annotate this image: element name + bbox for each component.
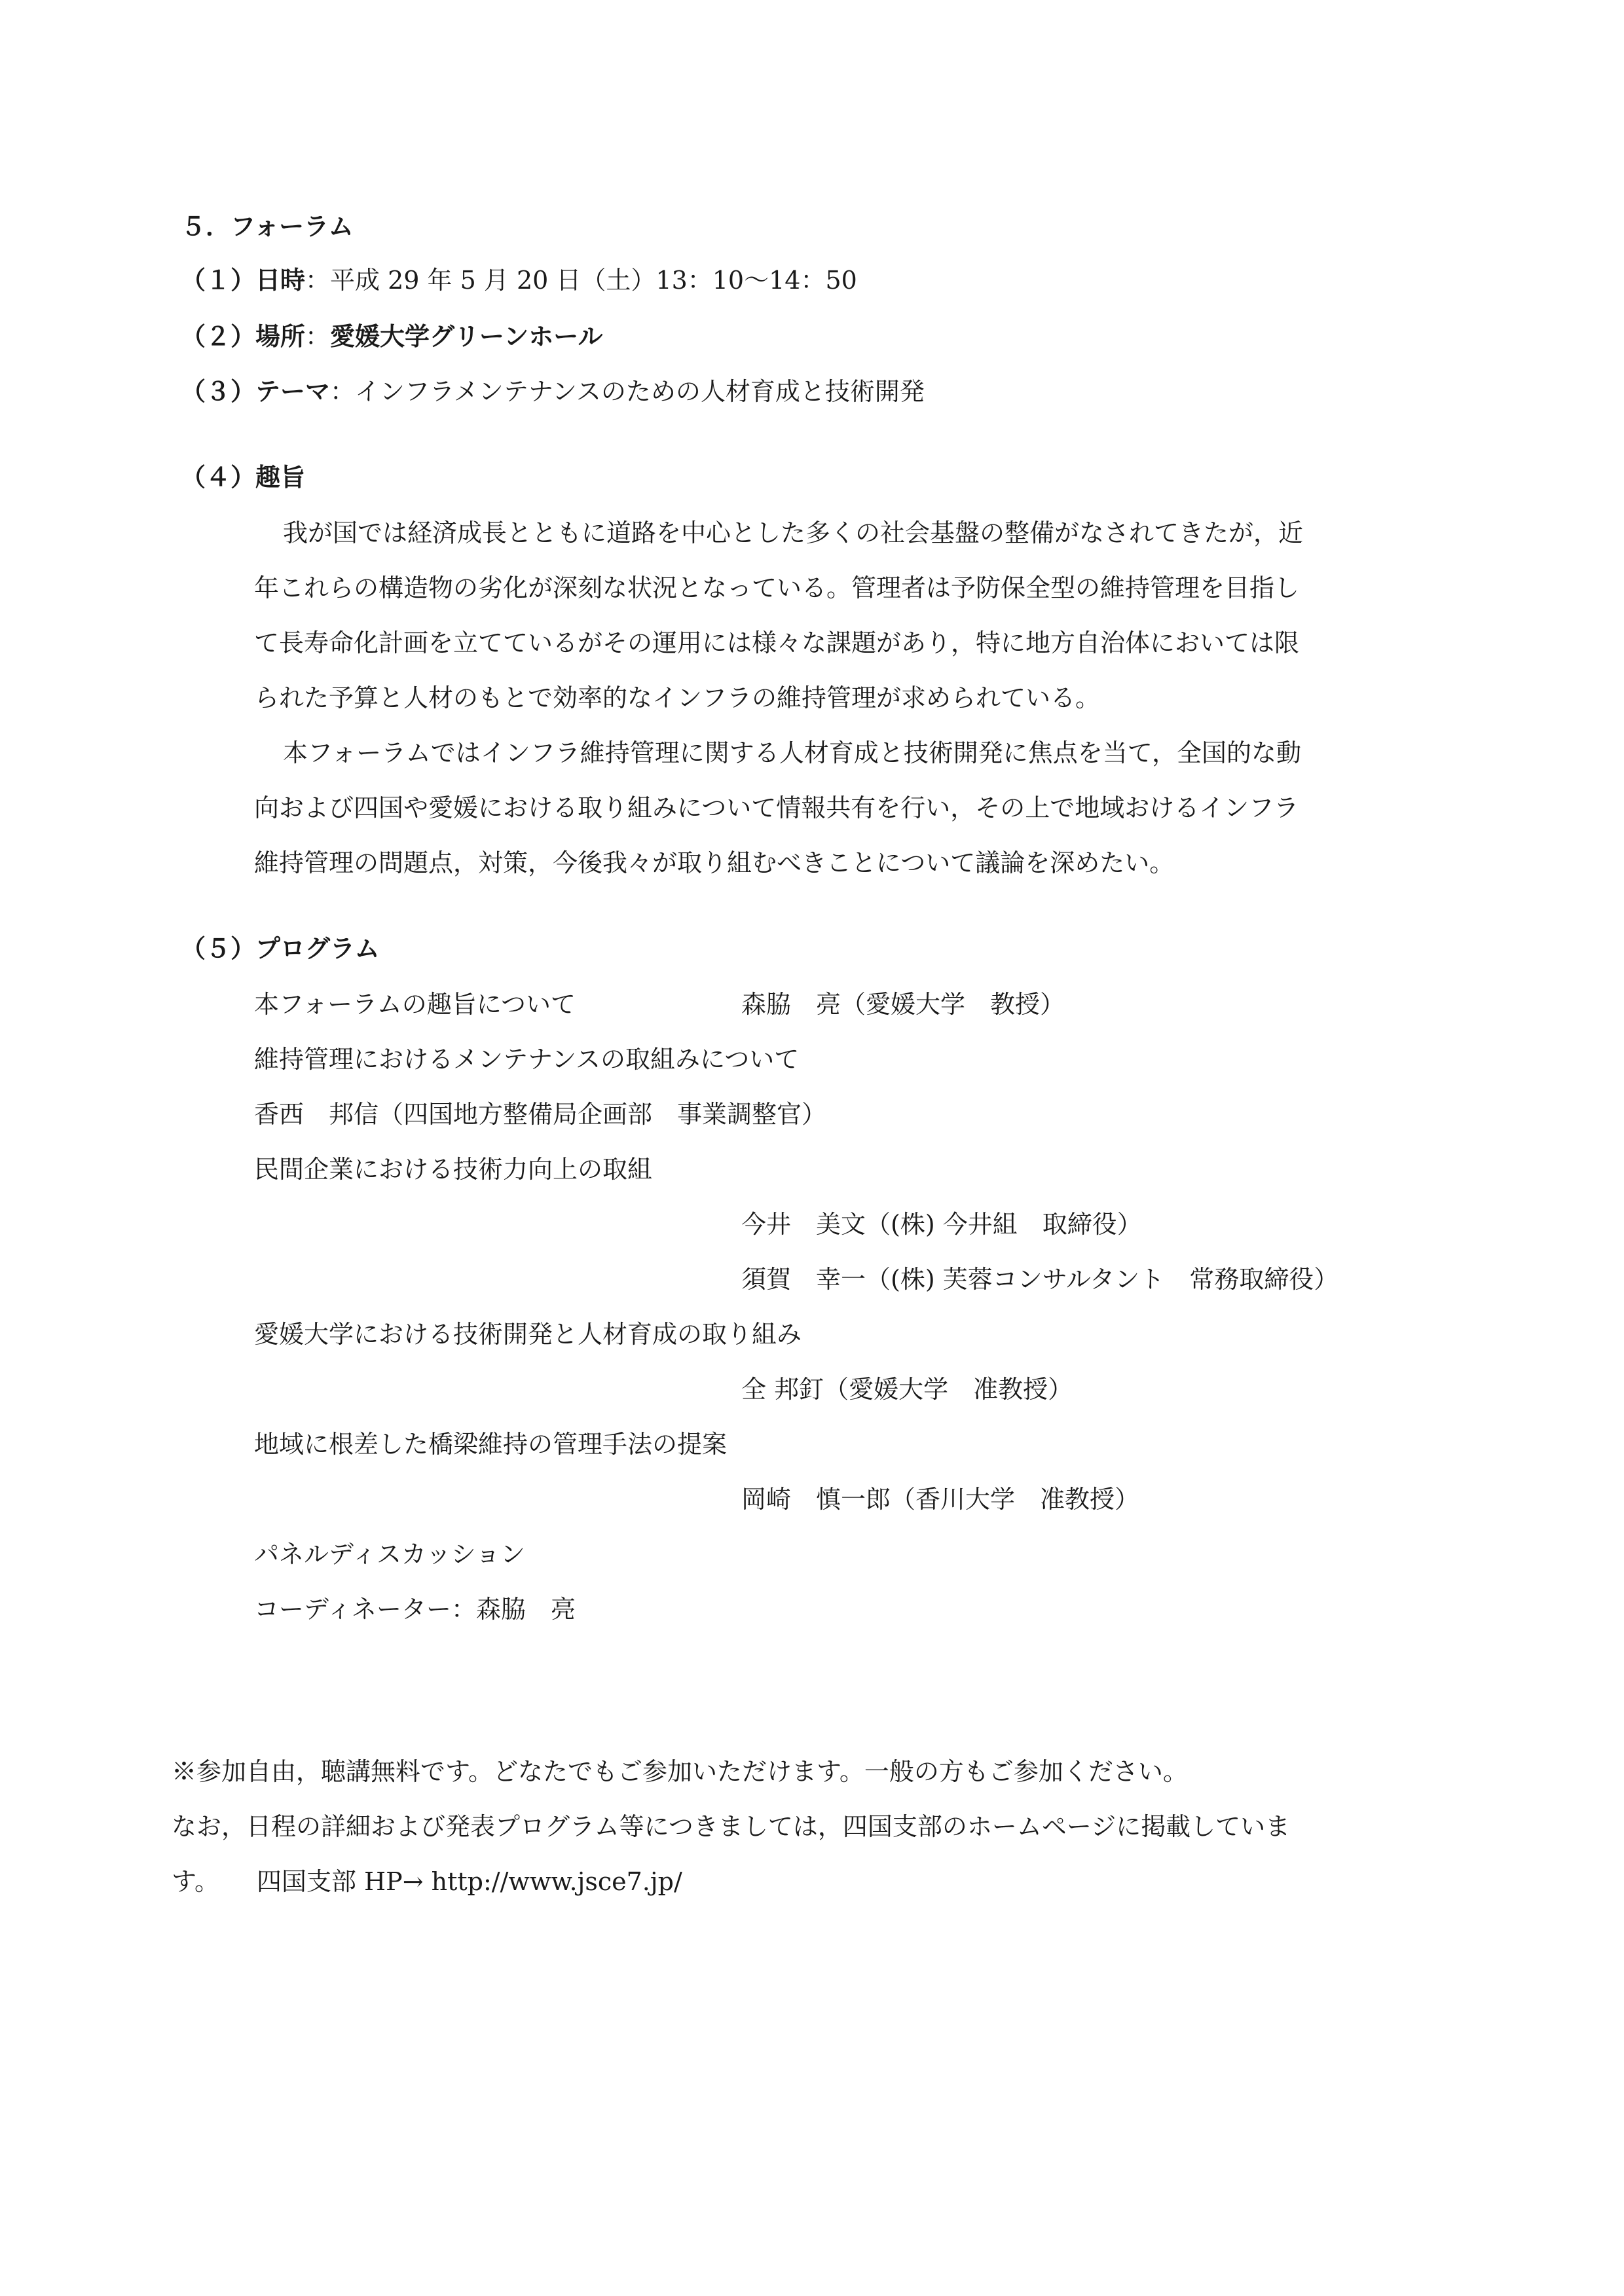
program-topic: パネルディスカッション xyxy=(254,1540,525,1569)
program-topic: 愛媛大学における技術開発と人材育成の取り組み xyxy=(254,1320,802,1349)
program-topic: 本フォーラムの趣旨について xyxy=(254,990,576,1019)
place-row xyxy=(181,321,603,352)
program-label: （５）プログラム xyxy=(181,934,380,963)
purpose-line: 我が国では経済成長とともに道路を中心とした多くの社会基盤の整備がなされてきたが，近 xyxy=(283,519,1304,547)
program-speaker: 全 邦釘（愛媛大学 准教授） xyxy=(741,1375,1073,1404)
theme-sep: ： xyxy=(330,377,356,406)
program-speaker: 今井 美文（(株) 今井組 取締役） xyxy=(741,1210,1142,1239)
purpose-line: 維持管理の問題点，対策，今後我々が取り組むべきことについて議論を深めたい。 xyxy=(254,848,1175,877)
purpose-line: 年これらの構造物の劣化が深刻な状況となっている。管理者は予防保全型の維持管理を目指し xyxy=(254,574,1300,602)
datetime-label: （１）日時 xyxy=(181,266,306,295)
note-line: す。 四国支部 HP→ http://www.jsce7.jp/ xyxy=(172,1867,682,1896)
program-speaker: 香西 邦信（四国地方整備局企画部 事業調整官） xyxy=(254,1100,827,1129)
program-speaker: 岡崎 慎一郎（香川大学 准教授） xyxy=(741,1485,1140,1514)
purpose-label: （４）趣旨 xyxy=(181,463,306,492)
section-heading: ５．フォーラム xyxy=(181,212,354,241)
datetime-sep: ： xyxy=(305,266,331,295)
note-line: なお，日程の詳細および発表プログラム等につきましては，四国支部のホームページに掲載していま xyxy=(172,1812,1291,1841)
datetime-row xyxy=(181,264,857,296)
program-speaker: 森脇 亮（愛媛大学 教授） xyxy=(741,990,1065,1019)
datetime-value: 平成 29 年 5 月 20 日（土）13：10〜14：50 xyxy=(330,266,857,295)
theme-value: インフラメンテナンスのための人材育成と技術開発 xyxy=(355,377,925,406)
theme-label: （３）テーマ xyxy=(181,377,331,406)
place-value: 愛媛大学グリーンホール xyxy=(330,322,603,351)
purpose-line: 本フォーラムではインフラ維持管理に関する人材育成と技術開発に焦点を当て，全国的な動 xyxy=(283,738,1301,767)
program-speaker: 須賀 幸一（(株) 芙蓉コンサルタント 常務取締役） xyxy=(741,1265,1339,1294)
program-topic: 地域に根差した橋梁維持の管理手法の提案 xyxy=(254,1430,728,1459)
program-coordinator: コーディネーター：森脇 亮 xyxy=(254,1595,576,1624)
note-line: ※参加自由，聴講無料です。どなたでもご参加いただけます。一般の方もご参加ください。 xyxy=(172,1757,1188,1786)
place-sep: ： xyxy=(305,322,331,351)
purpose-line: 向および四国や愛媛における取り組みについて情報共有を行い，その上で地域おけるインフラ xyxy=(254,793,1299,822)
program-topic: 民間企業における技術力向上の取組 xyxy=(254,1155,653,1184)
program-topic: 維持管理におけるメンテナンスの取組みについて xyxy=(254,1045,800,1074)
theme-row xyxy=(181,376,925,407)
purpose-line: て長寿命化計画を立てているがその運用には様々な課題があり，特に地方自治体においては限 xyxy=(254,629,1300,657)
place-label: （２）場所 xyxy=(181,322,306,351)
purpose-line: られた予算と人材のもとで効率的なインフラの維持管理が求められている。 xyxy=(254,683,1101,712)
